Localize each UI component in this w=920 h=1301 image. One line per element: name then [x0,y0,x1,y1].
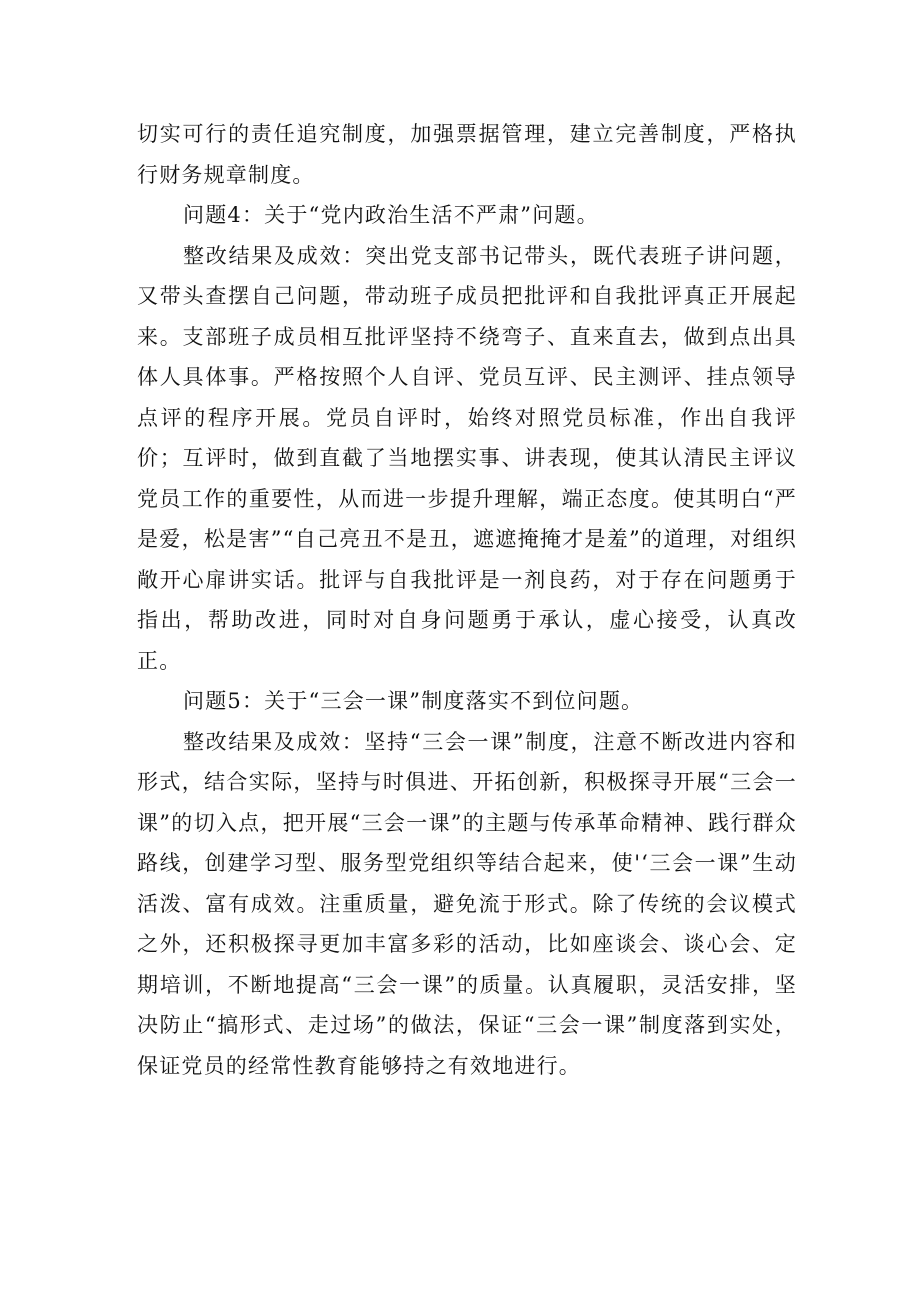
heading-issue-4: 问题4：关于“党内政治生活不严肃”问题。 [183,203,599,227]
heading-issue-5: 问题5：关于“三会一课”制度落实不到位问题。 [183,689,644,713]
document-body [137,114,797,1086]
paragraph-issue-4-result: 整改结果及成效：突出党支部书记带头，既代表班子讲问题，又带头查摆自己问题，带动班子成员把批评和自我批评真正开展起来。支部班子成员相互批评坚持不绕弯子、直来直去，做到点出具体人具体事。严格按照个人自评、党员互评、民主测评、挂点领导点评的程序开展。党员自评时，始终对照党员标准，作出自我评价；互评时，做到直截了当地摆实事、讲表现，使其认清民主评议党员工作的重要性，从而进一步提升理解，端正态度。使其明白“严是爱，松是害”“自己亮丑不是丑，遮遮掩掩才是羞”的道理，对组织敞开心扉讲实话。批评与自我批评是一剂良药，对于存在问题勇于指出，帮助改进，同时对自身问题勇于承认，虚心接受，认真改正。 [137,243,797,673]
paragraph-continuation: 切实可行的责任追究制度，加强票据管理，建立完善制度，严格执行财务规章制度。 [137,122,797,187]
paragraph-issue-5-result: 整改结果及成效：坚持“三会一课”制度，注意不断改进内容和形式，结合实际，坚持与时俱进、开拓创新，积极探寻开展“三会一课”的切入点，把开展“三会一课”的主题与传承革命精神、践行群众路线，创建学习型、服务型党组织等结合起来，使'‘三会一课”生动活泼、富有成效。注重质量，避免流于形式。除了传统的会议模式之外，还积极探寻更加丰富多彩的活动，比如座谈会、谈心会、定期培训，不断地提高“三会一课”的质量。认真履职，灵活安排，坚决防止“搞形式、走过场”的做法，保证“三会一课”制度落到实处，保证党员的经常性教育能够持之有效地进行。 [137,729,797,1078]
